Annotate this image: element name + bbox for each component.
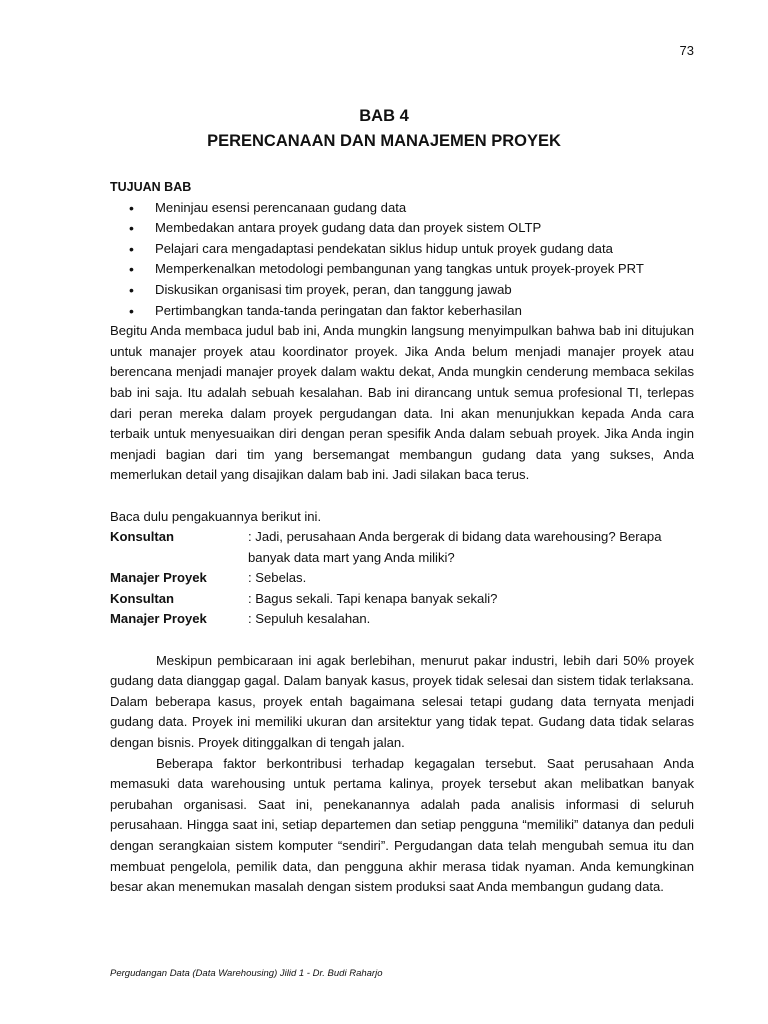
dialog-speaker: Konsultan [110, 590, 175, 606]
dialog-text: : Sepuluh kesalahan. [248, 611, 371, 627]
dialog-line [110, 568, 694, 589]
page-number: 73 [679, 43, 694, 58]
chapter-label: BAB 4 [359, 107, 409, 125]
dialog-speaker: Manajer Proyek [110, 570, 207, 586]
paragraph-gap [110, 486, 694, 507]
intro-paragraph: Begitu Anda membaca judul bab ini, Anda mungkin langsung menyimpulkan bahwa bab ini ditujukan untuk manajer proyek atau koordinator proyek. Jika Anda belum menjadi manajer proyek atau berencana menjadi manajer proyek dalam waktu dekat, Anda mungkin cenderung membaca sekilas bab ini saja. Itu adalah sebuah kesalahan. Bab ini dirancang untuk semua profesional TI, terlepas dari peran mereka dalam proyek pergudangan data. Ini akan menunjukkan kepada Anda cara terbaik untuk menyesuaikan diri dengan peran spesifik Anda dalam sebuah proyek. Jika Anda ingin menjadi bagian dari tim yang bersemangat membangun gudang data yang sukses, Anda memerlukan detail yang disajikan dalam bab ini. Jadi silakan baca terus. [110, 323, 694, 483]
objectives-list [110, 198, 694, 322]
dialog-line [110, 609, 694, 630]
dialog-speaker: Konsultan [110, 529, 175, 545]
dialog-block [110, 527, 694, 630]
objective-item: • Pelajari cara mengadaptasi pendekatan siklus hidup untuk proyek gudang data [110, 239, 694, 260]
dialog-line [110, 589, 694, 610]
page-content [110, 177, 694, 898]
objective-item: • Membedakan antara proyek gudang data dan proyek sistem OLTP [110, 218, 694, 239]
dialog-text: : Sebelas. [248, 570, 307, 586]
dialog-line [110, 527, 694, 568]
dialog-text: : Jadi, perusahaan Anda bergerak di bidang data warehousing? Berapa banyak data mart yang Anda miliki? [248, 529, 662, 565]
objective-item: • Memperkenalkan metodologi pembangunan yang tangkas untuk proyek-proyek PRT [110, 259, 694, 280]
paragraph-gap [110, 630, 694, 651]
objective-item: • Meninjau esensi perencanaan gudang data [110, 198, 694, 219]
body-paragraph: Beberapa faktor berkontribusi terhadap kegagalan tersebut. Saat perusahaan Anda memasuki data warehousing untuk pertama kalinya, proyek tersebut akan melibatkan banyak perubahan organisasi. Saat ini, penekanannya adalah pada analisis informasi di seluruh perusahaan. Hingga saat ini, setiap departemen dan setiap pengguna “memiliki” datanya dan peduli dengan serangkaian sistem komputer “sendiri”. Pergudangan data telah mengubah semua itu dan membuat pengelola, pemilik data, dan pengguna akhir merasa tidak nyaman. Anda kemungkinan besar akan menemukan masalah dengan sistem produksi saat Anda membangun gudang data. [110, 755, 694, 895]
objective-item: • Pertimbangkan tanda-tanda peringatan dan faktor keberhasilan [110, 301, 694, 322]
chapter-heading [0, 104, 768, 154]
body-paragraph: Meskipun pembicaraan ini agak berlebihan, menurut pakar industri, lebih dari 50% proyek gudang data dianggap gagal. Dalam banyak kasus, proyek tidak selesai dan sistem tidak terlaksana. Dalam beberapa kasus, proyek entah bagaimana selesai tetapi gudang data ternyata menjadi gudang data. Proyek ini memiliki ukuran dan arsitektur yang tidak tepat. Gudang data tidak selaras dengan bisnis. Proyek ditinggalkan di tengah jalan. [110, 652, 694, 751]
objectives-heading: TUJUAN BAB [110, 180, 192, 194]
objective-item: • Diskusikan organisasi tim proyek, peran, dan tanggung jawab [110, 280, 694, 301]
dialog-intro: Baca dulu pengakuannya berikut ini. [110, 508, 322, 524]
dialog-speaker: Manajer Proyek [110, 611, 207, 627]
chapter-title: PERENCANAAN DAN MANAJEMEN PROYEK [207, 132, 561, 150]
dialog-text: : Bagus sekali. Tapi kenapa banyak sekali? [248, 590, 498, 606]
page-footer: Pergudangan Data (Data Warehousing) Jilid 1 - Dr. Budi Raharjo [110, 968, 383, 979]
